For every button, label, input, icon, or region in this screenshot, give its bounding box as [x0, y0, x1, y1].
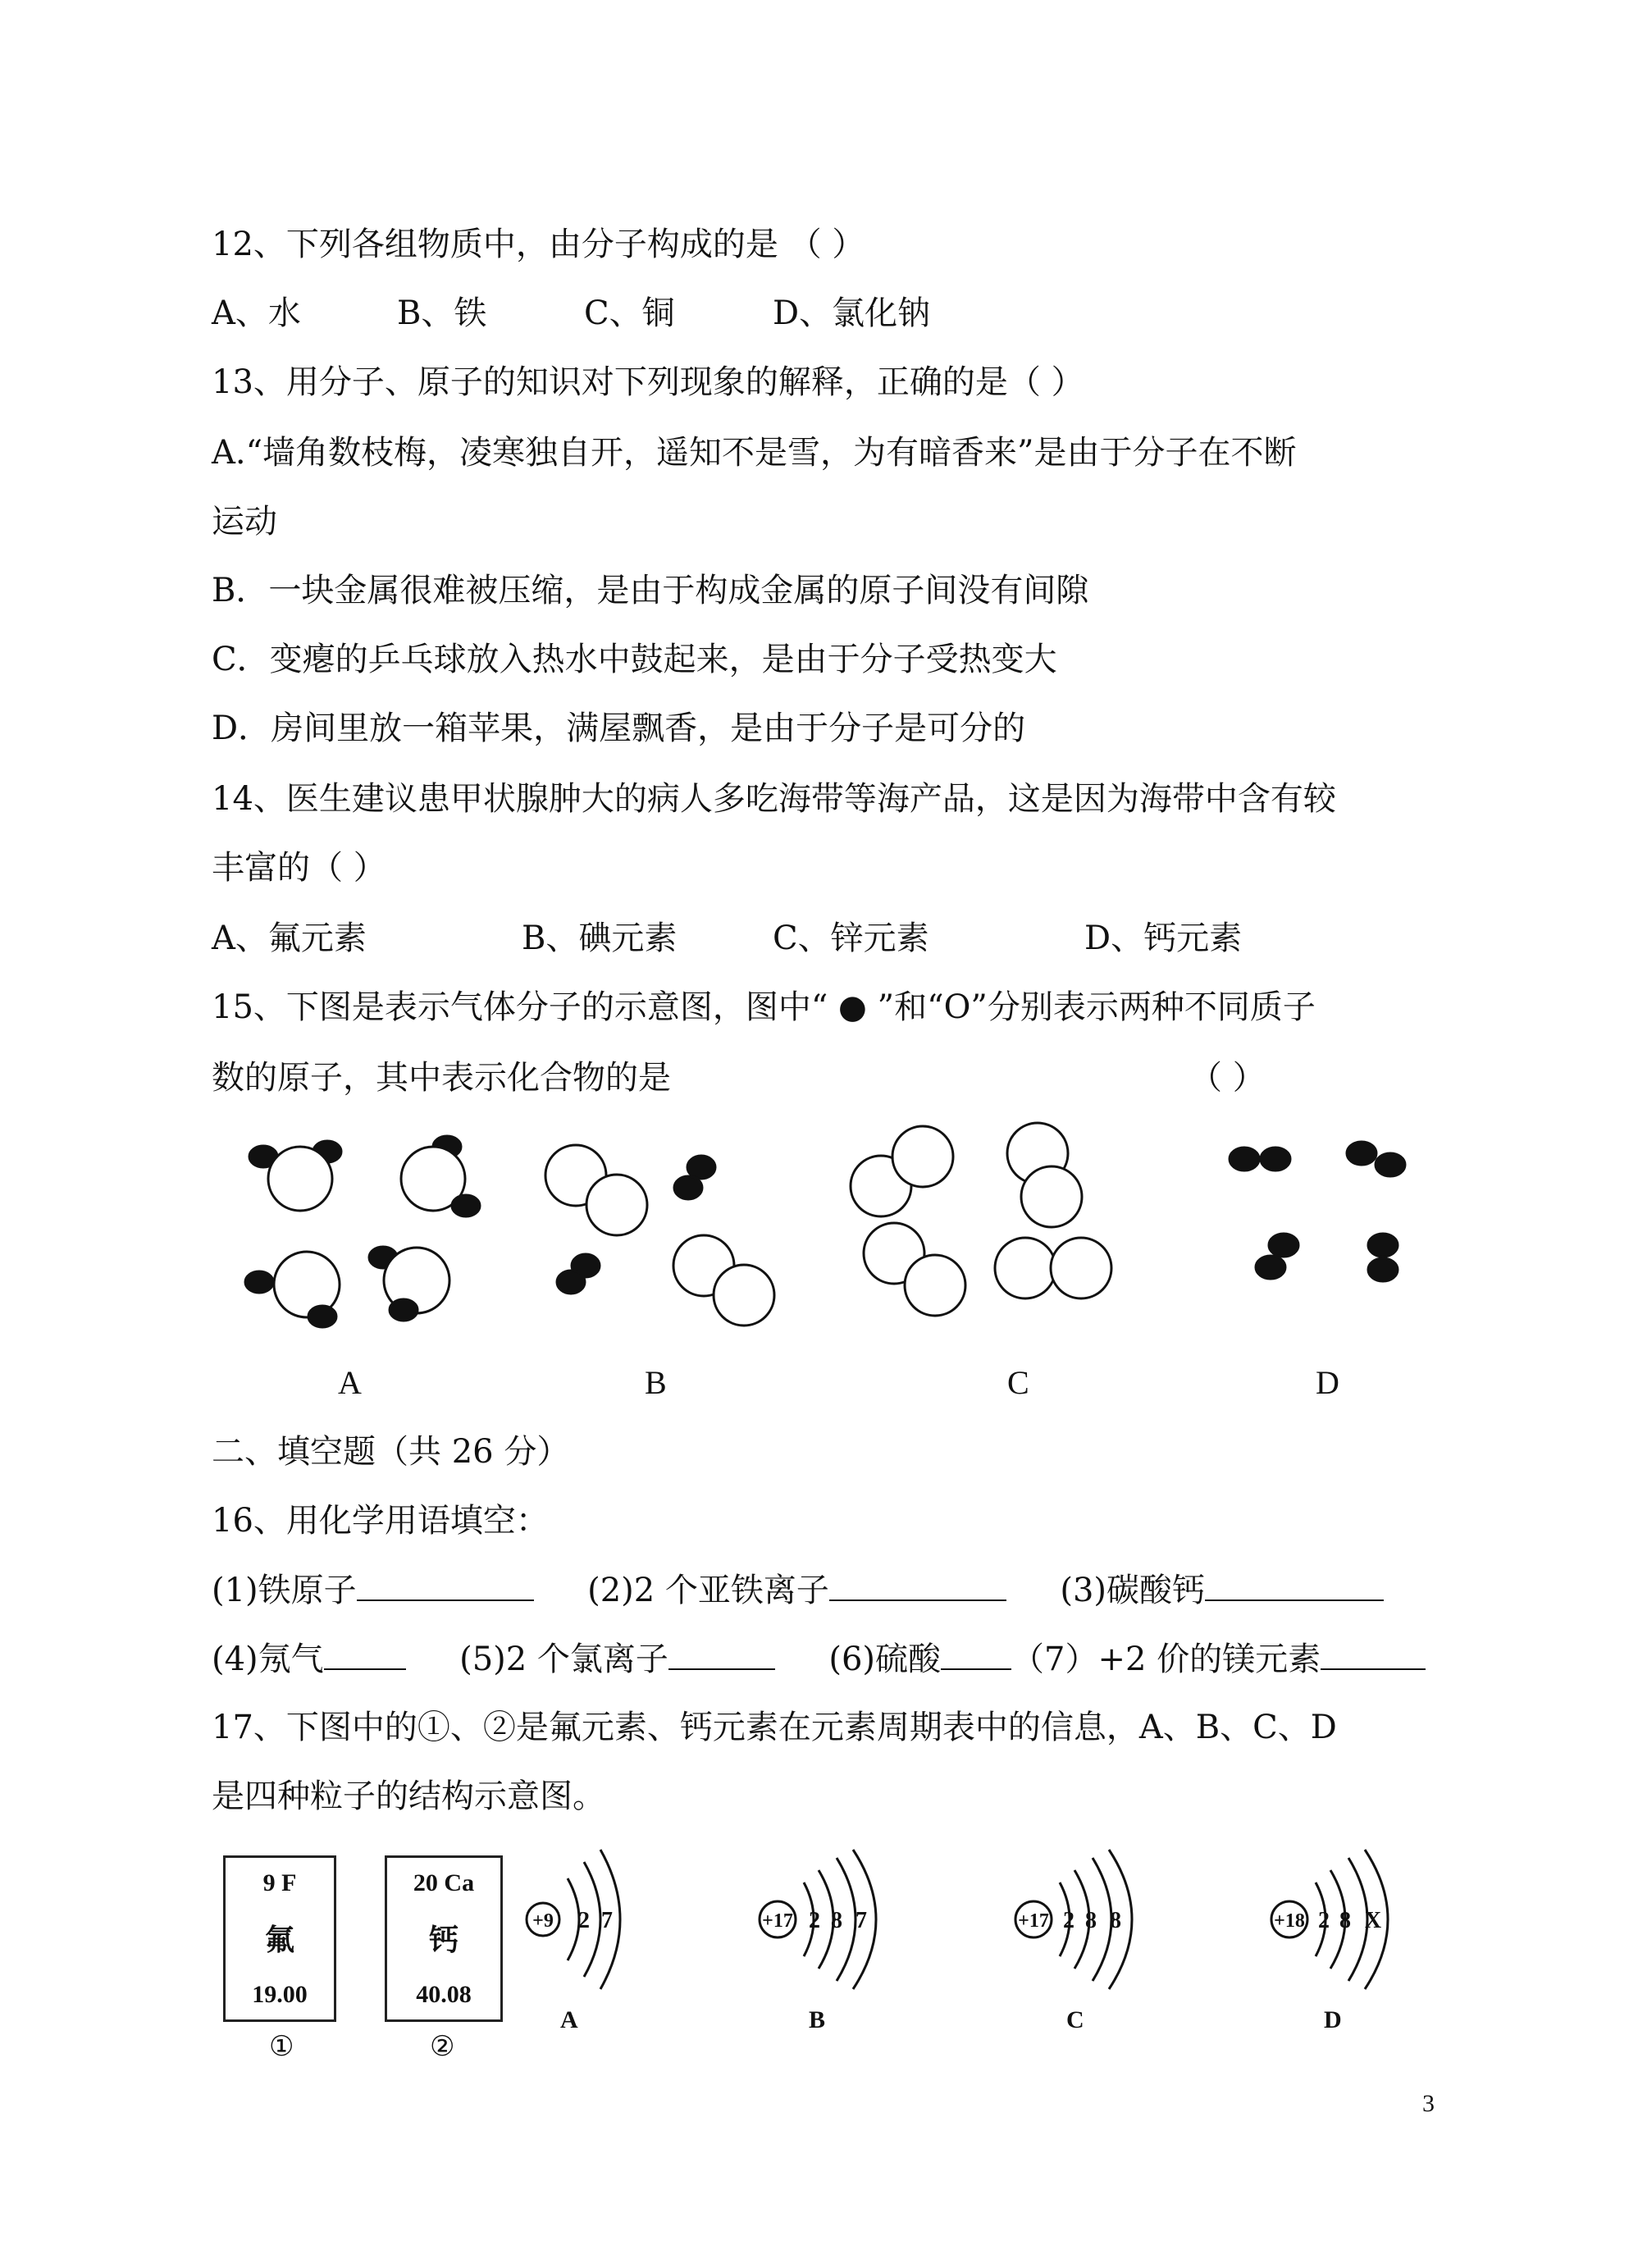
- black-atom: [390, 1299, 417, 1321]
- white-atom: [586, 1175, 647, 1235]
- q12-option-d: D、氯化钠: [773, 294, 931, 332]
- electron-count: 8: [1110, 1908, 1121, 1933]
- q13-option-d: D．房间里放一箱苹果，满屋飘香，是由于分子是可分的: [212, 710, 1026, 747]
- molecule-group-c: [851, 1123, 1111, 1316]
- q15-stem-line2: 数的原子，其中表示化合物的是: [212, 1059, 671, 1097]
- answer-blank: [357, 1570, 534, 1601]
- q14-option-a: A、氟元素: [212, 920, 367, 957]
- white-atom: [905, 1255, 965, 1316]
- q12-option-a: A、水: [212, 294, 301, 332]
- q14-option-c: C、锌元素: [773, 920, 929, 957]
- q13-option-b: B．一块金属很难被压缩，是由于构成金属的原子间没有间隙: [212, 572, 1089, 609]
- q13-option-a-line2: 运动: [212, 503, 277, 541]
- molecule-label-a: A: [338, 1364, 362, 1401]
- electron-count: 8: [831, 1908, 842, 1933]
- q12-option-b: B、铁: [397, 294, 487, 332]
- electron-count: 2: [1318, 1908, 1330, 1933]
- particle-label-b: B: [809, 2006, 826, 2033]
- white-atom: [892, 1126, 953, 1187]
- q16-row-1: [212, 1570, 1384, 1610]
- section-2-heading: 二、填空题（共 26 分）: [212, 1433, 570, 1471]
- black-atom: [1347, 1142, 1376, 1165]
- answer-blank: [1321, 1639, 1426, 1670]
- q14-option-b: B、碘元素: [522, 920, 678, 957]
- answer-blank: [668, 1639, 775, 1670]
- q12-stem: 12、下列各组物质中，由分子构成的是 （ ）: [212, 226, 865, 263]
- electron-count: 2: [1063, 1908, 1075, 1933]
- black-atom: [674, 1176, 702, 1199]
- q14-option-d: D、钙元素: [1084, 920, 1243, 957]
- black-atom: [308, 1306, 336, 1327]
- black-atom: [1368, 1258, 1398, 1281]
- q16-row-2: [212, 1639, 1426, 1679]
- electron-shell-arc: [568, 1878, 579, 1960]
- black-atom: [1376, 1153, 1405, 1176]
- molecule-group-a: [245, 1136, 480, 1327]
- q16-item-5: (5)2 个氯离子: [459, 1641, 668, 1678]
- particle-label-c: C: [1066, 2006, 1084, 2033]
- particle-diagram-d: [1271, 1850, 1388, 1989]
- q16-item-6: (6)硫酸: [828, 1641, 942, 1678]
- element-marker-2: ②: [430, 2032, 455, 2062]
- electron-count: 2: [578, 1908, 590, 1933]
- element-name: 钙: [428, 1923, 459, 1957]
- answer-blank: [941, 1639, 1011, 1670]
- atom-structure-diagrams: [0, 1837, 1638, 2034]
- q13-stem: 13、用分子、原子的知识对下列现象的解释，正确的是（ ）: [212, 363, 1084, 401]
- element-symbol-number: 20 Ca: [413, 1869, 475, 1896]
- q14-stem-line2: 丰富的（ ）: [212, 849, 386, 887]
- element-name: 氟: [264, 1923, 294, 1957]
- answer-blank: [324, 1639, 406, 1670]
- particle-diagram-a: [527, 1850, 620, 1989]
- q16-item-4: (4)氖气: [212, 1641, 324, 1678]
- q16-item-2: (2)2 个亚铁离子: [587, 1572, 829, 1609]
- black-atom: [1256, 1256, 1285, 1279]
- element-marker-1: ①: [269, 2032, 294, 2062]
- element-mass: 40.08: [416, 1981, 472, 2008]
- q16-item-1: (1)铁原子: [212, 1572, 357, 1609]
- electron-count: X: [1364, 1908, 1382, 1933]
- white-atom: [995, 1238, 1056, 1298]
- particle-diagram-c: [1015, 1850, 1132, 1989]
- nucleus-charge: +18: [1274, 1910, 1305, 1932]
- black-atom: [557, 1271, 585, 1294]
- white-atom: [268, 1147, 332, 1211]
- nucleus-charge: +9: [532, 1910, 554, 1932]
- white-atom: [1021, 1166, 1082, 1227]
- q13-option-c: C．变瘪的乒乓球放入热水中鼓起来，是由于分子受热变大: [212, 641, 1057, 678]
- electron-count: 7: [856, 1908, 867, 1933]
- q14-stem-line1: 14、医生建议患甲状腺肿大的病人多吃海带等海产品，这是因为海带中含有较: [212, 780, 1336, 818]
- q15-answer-bracket: （ ）: [1189, 1059, 1266, 1097]
- black-atom: [1269, 1234, 1298, 1257]
- q17-stem-line2: 是四种粒子的结构示意图。: [212, 1777, 605, 1815]
- particle-label-a: A: [560, 2006, 578, 2033]
- electron-count: 8: [1339, 1908, 1351, 1933]
- nucleus-charge: +17: [762, 1910, 793, 1932]
- electron-count: 2: [809, 1908, 820, 1933]
- particle-diagram-b: [760, 1850, 876, 1989]
- q16-item-3: (3)碳酸钙: [1060, 1572, 1206, 1609]
- electron-count: 8: [1085, 1908, 1097, 1933]
- particle-label-d: D: [1324, 2006, 1342, 2033]
- molecule-label-c: C: [1007, 1364, 1029, 1401]
- molecule-label-b: B: [645, 1364, 667, 1401]
- black-atom: [1368, 1234, 1398, 1257]
- black-atom: [452, 1195, 480, 1216]
- element-mass: 19.00: [252, 1981, 308, 2008]
- white-atom: [714, 1265, 774, 1326]
- black-atom: [687, 1156, 715, 1179]
- q12-option-c: C、铜: [584, 294, 675, 332]
- molecule-group-b: [545, 1145, 774, 1326]
- nucleus-charge: +17: [1018, 1910, 1049, 1932]
- black-atom: [1230, 1148, 1259, 1171]
- page-number: 3: [1422, 2090, 1435, 2117]
- molecule-diagram: [0, 1116, 1638, 1353]
- molecule-group-d: [1230, 1142, 1405, 1281]
- q13-option-a-line1: A.“墙角数枝梅，凌寒独自开，遥知不是雪，为有暗香来”是由于分子在不断: [212, 434, 1297, 472]
- black-atom: [1261, 1148, 1290, 1171]
- molecule-label-d: D: [1316, 1364, 1339, 1401]
- q15-stem-line1: 15、下图是表示气体分子的示意图，图中“ ● ”和“O”分别表示两种不同质子: [212, 988, 1316, 1026]
- q17-stem-line1: 17、下图中的①、②是氟元素、钙元素在元素周期表中的信息，A、B、C、D: [212, 1709, 1337, 1746]
- q16-item-7: （7）+2 价的镁元素: [1011, 1641, 1321, 1678]
- black-atom: [245, 1271, 273, 1293]
- answer-blank: [829, 1570, 1006, 1601]
- element-symbol-number: 9 F: [262, 1869, 297, 1896]
- q16-stem: 16、用化学用语填空：: [212, 1502, 549, 1540]
- electron-count: 7: [601, 1908, 613, 1933]
- white-atom: [1051, 1238, 1111, 1298]
- answer-blank: [1205, 1570, 1384, 1601]
